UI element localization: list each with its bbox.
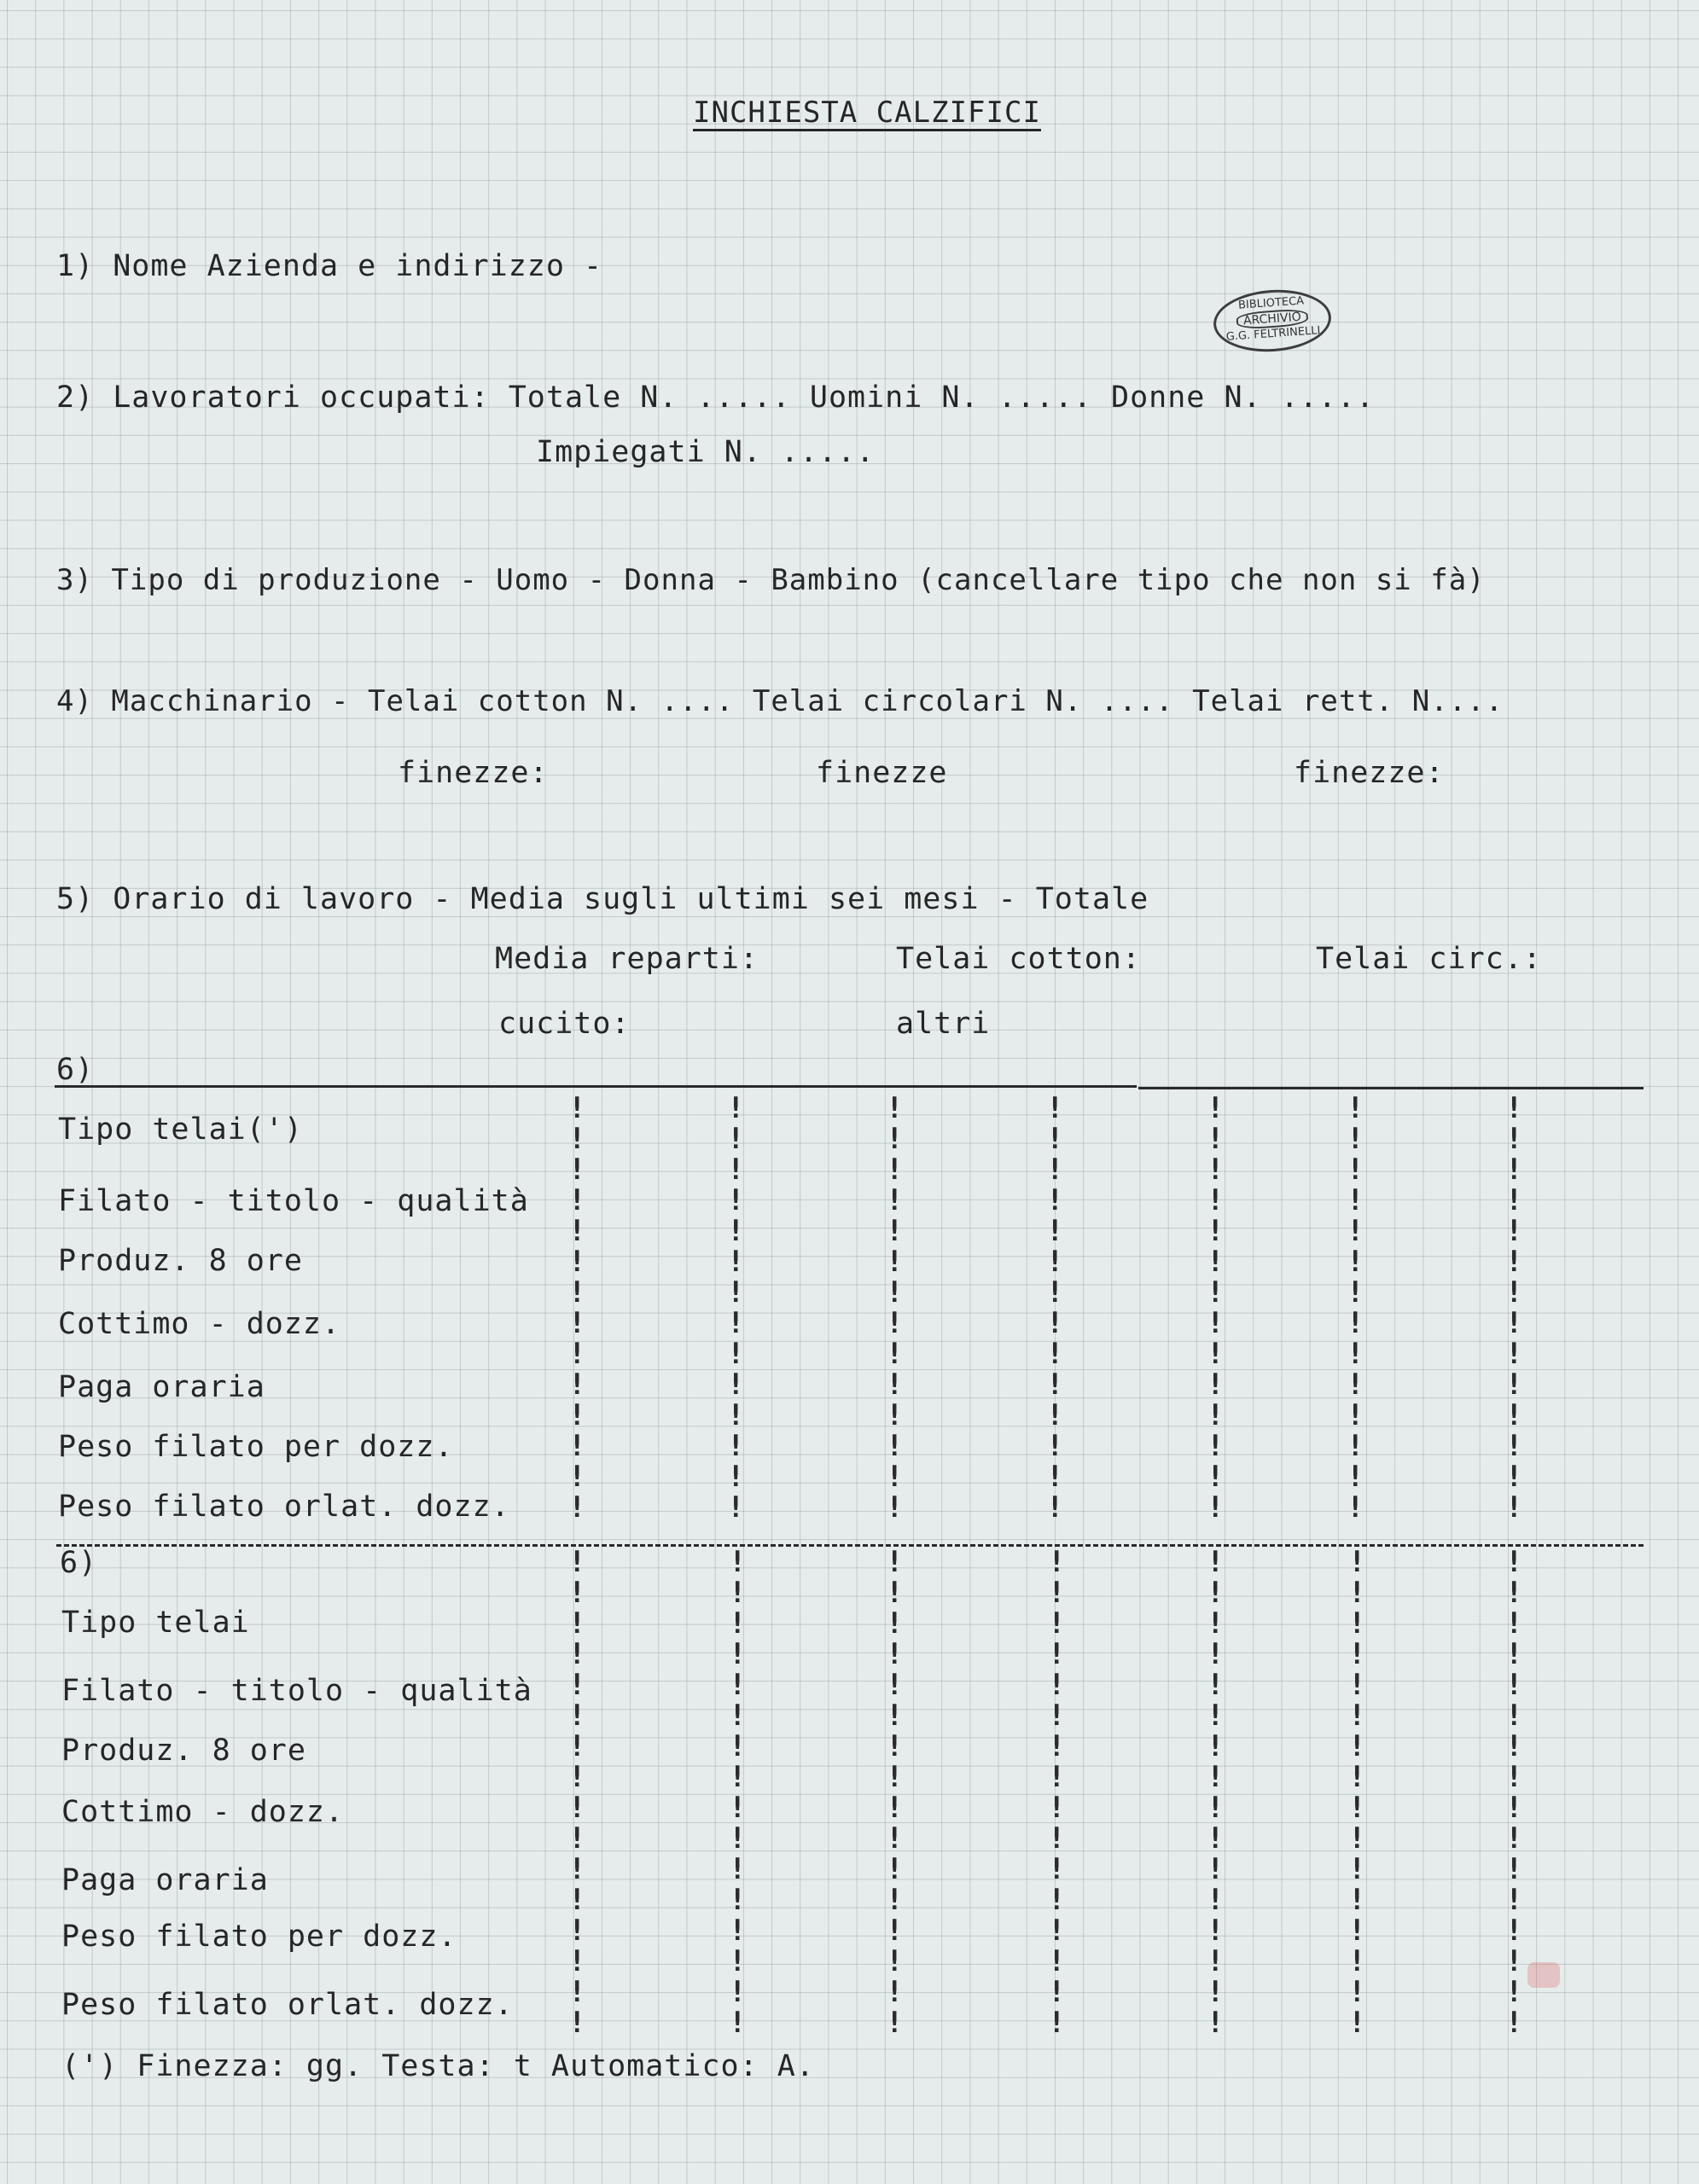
section-2-row-label: Tipo telai bbox=[61, 1606, 250, 1640]
section-1-row-label: Filato - titolo - qualità bbox=[58, 1184, 529, 1218]
column-separator-mark: ! bbox=[729, 1637, 747, 1671]
column-separator-mark: ! bbox=[1505, 1398, 1523, 1432]
column-separator-mark: ! bbox=[886, 1729, 904, 1763]
column-separator-mark: ! bbox=[1207, 1668, 1225, 1702]
section-2-row-label: Produz. 8 ore bbox=[61, 1734, 306, 1768]
column-separator-mark: ! bbox=[1505, 1668, 1523, 1702]
column-separator-mark: ! bbox=[1046, 1429, 1064, 1463]
column-separator-mark: ! bbox=[886, 1214, 904, 1248]
column-separator-mark: ! bbox=[1207, 2006, 1225, 2040]
column-separator-mark: ! bbox=[727, 1153, 745, 1187]
column-separator-mark: ! bbox=[1347, 1214, 1364, 1248]
column-separator-mark: ! bbox=[1505, 1306, 1523, 1340]
column-separator-mark: ! bbox=[568, 1490, 586, 1525]
column-separator-mark: ! bbox=[1207, 1699, 1225, 1733]
column-separator-mark: ! bbox=[1505, 1214, 1523, 1248]
column-separator-mark: ! bbox=[727, 1460, 745, 1494]
column-separator-mark: ! bbox=[886, 1460, 904, 1494]
column-separator-mark: ! bbox=[1207, 1337, 1225, 1371]
column-separator-mark: ! bbox=[729, 1606, 747, 1641]
question-1: 1) Nome Azienda e indirizzo - bbox=[56, 249, 603, 283]
column-separator-mark: ! bbox=[886, 1337, 904, 1371]
column-separator-mark: ! bbox=[727, 1122, 745, 1156]
column-separator-mark: ! bbox=[1048, 1821, 1066, 1856]
question-2-line-2: Impiegati N. ..... bbox=[536, 435, 876, 469]
column-separator-mark: ! bbox=[1207, 1183, 1225, 1217]
column-separator-mark: ! bbox=[1347, 1245, 1364, 1279]
question-4-finezze-3: finezze: bbox=[1294, 756, 1445, 790]
column-separator-mark: ! bbox=[1046, 1306, 1064, 1340]
column-separator-mark: ! bbox=[1046, 1275, 1064, 1310]
column-separator-mark: ! bbox=[568, 1214, 586, 1248]
column-separator-mark: ! bbox=[886, 1944, 904, 1978]
column-separator-mark: ! bbox=[886, 1852, 904, 1886]
column-separator-mark: ! bbox=[1207, 1368, 1225, 1402]
column-separator-mark: ! bbox=[886, 1306, 904, 1340]
column-separator-mark: ! bbox=[1207, 1214, 1225, 1248]
column-separator-mark: ! bbox=[1348, 1545, 1366, 1579]
column-separator-mark: ! bbox=[568, 1852, 586, 1886]
column-separator-mark: ! bbox=[1046, 1214, 1064, 1248]
column-separator-mark: ! bbox=[1505, 1460, 1523, 1494]
column-separator-mark: ! bbox=[729, 1545, 747, 1579]
section-2-row-label: Filato - titolo - qualità bbox=[61, 1674, 532, 1708]
column-separator-mark: ! bbox=[1048, 1668, 1066, 1702]
column-separator-mark: ! bbox=[1046, 1091, 1064, 1125]
column-separator-mark: ! bbox=[1348, 1576, 1366, 1610]
column-separator-mark: ! bbox=[1505, 1545, 1523, 1579]
column-separator-mark: ! bbox=[1348, 1760, 1366, 1794]
column-separator-mark: ! bbox=[1505, 1729, 1523, 1763]
column-separator-mark: ! bbox=[1505, 1944, 1523, 1978]
column-separator-mark: ! bbox=[568, 1821, 586, 1856]
column-separator-mark: ! bbox=[886, 1153, 904, 1187]
question-5-telai-circ: Telai circ.: bbox=[1316, 942, 1542, 976]
column-separator-mark: ! bbox=[727, 1368, 745, 1402]
column-separator-mark: ! bbox=[729, 1821, 747, 1856]
column-separator-mark: ! bbox=[1046, 1490, 1064, 1525]
section-1-row-label: Tipo telai(') bbox=[58, 1112, 303, 1147]
stamp-middle-text: ARCHIVIO bbox=[1236, 308, 1308, 330]
column-separator-mark: ! bbox=[1207, 1398, 1225, 1432]
column-separator-mark: ! bbox=[886, 1975, 904, 2009]
question-4-finezze-1: finezze: bbox=[398, 756, 549, 790]
stamp-bottom-text: G.G. FELTRINELLI bbox=[1225, 324, 1321, 344]
column-separator-mark: ! bbox=[886, 1245, 904, 1279]
column-separator-mark: ! bbox=[1505, 1791, 1523, 1825]
footnote: (') Finezza: gg. Testa: t Automatico: A. bbox=[61, 2049, 815, 2083]
section-1-number: 6) bbox=[56, 1053, 95, 1087]
column-separator-mark: ! bbox=[568, 1729, 586, 1763]
column-separator-mark: ! bbox=[1347, 1398, 1364, 1432]
column-separator-mark: ! bbox=[1207, 1091, 1225, 1125]
column-separator-mark: ! bbox=[1348, 1944, 1366, 1978]
question-5-media-reparti: Media reparti: bbox=[495, 942, 759, 976]
question-5-telai-cotton: Telai cotton: bbox=[896, 942, 1141, 976]
column-separator-mark: ! bbox=[886, 1637, 904, 1671]
question-3: 3) Tipo di produzione - Uomo - Donna - Bambino (cancellare tipo che non si fà) bbox=[56, 563, 1486, 597]
question-5-cucito: cucito: bbox=[498, 1007, 631, 1041]
section-divider-dashed bbox=[56, 1544, 1644, 1547]
column-separator-mark: ! bbox=[886, 1668, 904, 1702]
column-separator-mark: ! bbox=[1505, 1699, 1523, 1733]
section-2-row-label: Paga oraria bbox=[61, 1863, 269, 1897]
column-separator-mark: ! bbox=[1207, 1275, 1225, 1310]
column-separator-mark: ! bbox=[727, 1214, 745, 1248]
column-separator-mark: ! bbox=[568, 1760, 586, 1794]
column-separator-mark: ! bbox=[1048, 1975, 1066, 2009]
section-1-top-rule bbox=[55, 1085, 1137, 1088]
column-separator-mark: ! bbox=[1347, 1429, 1364, 1463]
section-2-row-label: Cottimo - dozz. bbox=[61, 1795, 345, 1829]
column-separator-mark: ! bbox=[886, 1368, 904, 1402]
column-separator-mark: ! bbox=[1347, 1368, 1364, 1402]
column-separator-mark: ! bbox=[1048, 1545, 1066, 1579]
column-separator-mark: ! bbox=[729, 2006, 747, 2040]
column-separator-mark: ! bbox=[1505, 1337, 1523, 1371]
column-separator-mark: ! bbox=[1207, 1545, 1225, 1579]
column-separator-mark: ! bbox=[886, 1883, 904, 1917]
column-separator-mark: ! bbox=[1505, 1760, 1523, 1794]
column-separator-mark: ! bbox=[727, 1490, 745, 1525]
column-separator-mark: ! bbox=[886, 1914, 904, 1948]
column-separator-mark: ! bbox=[1505, 1914, 1523, 1948]
column-separator-mark: ! bbox=[727, 1275, 745, 1310]
column-separator-mark: ! bbox=[1207, 1944, 1225, 1978]
column-separator-mark: ! bbox=[886, 1122, 904, 1156]
column-separator-mark: ! bbox=[1207, 1122, 1225, 1156]
column-separator-mark: ! bbox=[568, 1791, 586, 1825]
column-separator-mark: ! bbox=[568, 1245, 586, 1279]
column-separator-mark: ! bbox=[1207, 1821, 1225, 1856]
question-5-altri: altri bbox=[896, 1007, 991, 1041]
section-1-row-label: Cottimo - dozz. bbox=[58, 1307, 341, 1341]
column-separator-mark: ! bbox=[1207, 1245, 1225, 1279]
column-separator-mark: ! bbox=[1347, 1490, 1364, 1525]
column-separator-mark: ! bbox=[729, 1975, 747, 2009]
column-separator-mark: ! bbox=[886, 1791, 904, 1825]
column-separator-mark: ! bbox=[568, 1306, 586, 1340]
column-separator-mark: ! bbox=[727, 1398, 745, 1432]
library-stamp bbox=[1212, 286, 1334, 355]
column-separator-mark: ! bbox=[1505, 1275, 1523, 1310]
column-separator-mark: ! bbox=[1207, 1791, 1225, 1825]
column-separator-mark: ! bbox=[1046, 1153, 1064, 1187]
section-1-row-label: Produz. 8 ore bbox=[58, 1244, 303, 1278]
column-separator-mark: ! bbox=[568, 1637, 586, 1671]
column-separator-mark: ! bbox=[1207, 1490, 1225, 1525]
column-separator-mark: ! bbox=[1348, 1606, 1366, 1641]
section-1-row-label: Peso filato orlat. dozz. bbox=[58, 1490, 510, 1524]
column-separator-mark: ! bbox=[729, 1668, 747, 1702]
column-separator-mark: ! bbox=[1348, 1852, 1366, 1886]
column-separator-mark: ! bbox=[886, 2006, 904, 2040]
section-1-row-label: Paga oraria bbox=[58, 1370, 265, 1404]
column-separator-mark: ! bbox=[1347, 1306, 1364, 1340]
column-separator-mark: ! bbox=[886, 1398, 904, 1432]
column-separator-mark: ! bbox=[1347, 1153, 1364, 1187]
column-separator-mark: ! bbox=[727, 1091, 745, 1125]
column-separator-mark: ! bbox=[1505, 1153, 1523, 1187]
column-separator-mark: ! bbox=[1348, 1699, 1366, 1733]
column-separator-mark: ! bbox=[886, 1091, 904, 1125]
column-separator-mark: ! bbox=[1048, 1883, 1066, 1917]
column-separator-mark: ! bbox=[1207, 1153, 1225, 1187]
column-separator-mark: ! bbox=[1505, 1852, 1523, 1886]
column-separator-mark: ! bbox=[1046, 1183, 1064, 1217]
column-separator-mark: ! bbox=[1048, 1760, 1066, 1794]
column-separator-mark: ! bbox=[886, 1429, 904, 1463]
section-2-row-label: Peso filato per dozz. bbox=[61, 1920, 457, 1954]
column-separator-mark: ! bbox=[1505, 1091, 1523, 1125]
column-separator-mark: ! bbox=[727, 1306, 745, 1340]
column-separator-mark: ! bbox=[568, 1275, 586, 1310]
column-separator-mark: ! bbox=[1505, 1490, 1523, 1525]
column-separator-mark: ! bbox=[727, 1245, 745, 1279]
column-separator-mark: ! bbox=[568, 1576, 586, 1610]
column-separator-mark: ! bbox=[729, 1852, 747, 1886]
column-separator-mark: ! bbox=[1348, 1883, 1366, 1917]
column-separator-mark: ! bbox=[1048, 2006, 1066, 2040]
column-separator-mark: ! bbox=[1207, 1460, 1225, 1494]
column-separator-mark: ! bbox=[1046, 1337, 1064, 1371]
column-separator-mark: ! bbox=[1207, 1760, 1225, 1794]
column-separator-mark: ! bbox=[568, 1398, 586, 1432]
column-separator-mark: ! bbox=[1207, 1914, 1225, 1948]
column-separator-mark: ! bbox=[1348, 1668, 1366, 1702]
column-separator-mark: ! bbox=[1348, 1637, 1366, 1671]
column-separator-mark: ! bbox=[1207, 1606, 1225, 1641]
column-separator-mark: ! bbox=[1046, 1122, 1064, 1156]
column-separator-mark: ! bbox=[1046, 1245, 1064, 1279]
column-separator-mark: ! bbox=[1348, 1791, 1366, 1825]
column-separator-mark: ! bbox=[1207, 1429, 1225, 1463]
column-separator-mark: ! bbox=[1505, 1883, 1523, 1917]
column-separator-mark: ! bbox=[568, 1460, 586, 1494]
section-2-row-label: Peso filato orlat. dozz. bbox=[61, 1988, 514, 2022]
section-1-top-rule-right bbox=[1138, 1087, 1644, 1089]
column-separator-mark: ! bbox=[1048, 1637, 1066, 1671]
question-5-line-1: 5) Orario di lavoro - Media sugli ultimi sei mesi - Totale bbox=[56, 882, 1149, 916]
column-separator-mark: ! bbox=[886, 1545, 904, 1579]
column-separator-mark: ! bbox=[568, 1368, 586, 1402]
column-separator-mark: ! bbox=[1347, 1275, 1364, 1310]
column-separator-mark: ! bbox=[727, 1183, 745, 1217]
column-separator-mark: ! bbox=[568, 1699, 586, 1733]
column-separator-mark: ! bbox=[1348, 1914, 1366, 1948]
column-separator-mark: ! bbox=[568, 1183, 586, 1217]
column-separator-mark: ! bbox=[1048, 1852, 1066, 1886]
column-separator-mark: ! bbox=[729, 1883, 747, 1917]
column-separator-mark: ! bbox=[886, 1821, 904, 1856]
column-separator-mark: ! bbox=[1048, 1606, 1066, 1641]
column-separator-mark: ! bbox=[886, 1760, 904, 1794]
column-separator-mark: ! bbox=[727, 1337, 745, 1371]
column-separator-mark: ! bbox=[1046, 1460, 1064, 1494]
column-separator-mark: ! bbox=[727, 1429, 745, 1463]
column-separator-mark: ! bbox=[729, 1576, 747, 1610]
column-separator-mark: ! bbox=[1505, 1637, 1523, 1671]
column-separator-mark: ! bbox=[1048, 1729, 1066, 1763]
column-separator-mark: ! bbox=[1207, 1883, 1225, 1917]
column-separator-mark: ! bbox=[1505, 1245, 1523, 1279]
column-separator-mark: ! bbox=[1347, 1183, 1364, 1217]
column-separator-mark: ! bbox=[1505, 1975, 1523, 2009]
red-ink-mark bbox=[1527, 1962, 1560, 1988]
column-separator-mark: ! bbox=[886, 1490, 904, 1525]
column-separator-mark: ! bbox=[1207, 1637, 1225, 1671]
column-separator-mark: ! bbox=[568, 1975, 586, 2009]
column-separator-mark: ! bbox=[1505, 1606, 1523, 1641]
column-separator-mark: ! bbox=[1347, 1122, 1364, 1156]
column-separator-mark: ! bbox=[1207, 1975, 1225, 2009]
column-separator-mark: ! bbox=[1347, 1337, 1364, 1371]
column-separator-mark: ! bbox=[1207, 1852, 1225, 1886]
column-separator-mark: ! bbox=[568, 1606, 586, 1641]
column-separator-mark: ! bbox=[1048, 1699, 1066, 1733]
column-separator-mark: ! bbox=[1505, 1122, 1523, 1156]
question-4-line-1: 4) Macchinario - Telai cotton N. .... Telai circolari N. .... Telai rett. N.... bbox=[56, 684, 1504, 718]
column-separator-mark: ! bbox=[568, 1883, 586, 1917]
stamp-top-text: BIBLIOTECA bbox=[1237, 294, 1305, 312]
column-separator-mark: ! bbox=[886, 1275, 904, 1310]
column-separator-mark: ! bbox=[886, 1576, 904, 1610]
column-separator-mark: ! bbox=[568, 1091, 586, 1125]
column-separator-mark: ! bbox=[568, 1429, 586, 1463]
column-separator-mark: ! bbox=[568, 1668, 586, 1702]
column-separator-mark: ! bbox=[568, 1914, 586, 1948]
column-separator-mark: ! bbox=[1505, 1576, 1523, 1610]
column-separator-mark: ! bbox=[729, 1729, 747, 1763]
column-separator-mark: ! bbox=[729, 1699, 747, 1733]
column-separator-mark: ! bbox=[1348, 2006, 1366, 2040]
column-separator-mark: ! bbox=[1505, 1429, 1523, 1463]
column-separator-mark: ! bbox=[886, 1606, 904, 1641]
column-separator-mark: ! bbox=[1046, 1368, 1064, 1402]
column-separator-mark: ! bbox=[1505, 2006, 1523, 2040]
column-separator-mark: ! bbox=[1048, 1944, 1066, 1978]
column-separator-mark: ! bbox=[568, 1337, 586, 1371]
column-separator-mark: ! bbox=[886, 1183, 904, 1217]
column-separator-mark: ! bbox=[568, 1944, 586, 1978]
section-2-number: 6) bbox=[60, 1546, 98, 1580]
column-separator-mark: ! bbox=[568, 1153, 586, 1187]
column-separator-mark: ! bbox=[1048, 1791, 1066, 1825]
column-separator-mark: ! bbox=[1048, 1914, 1066, 1948]
column-separator-mark: ! bbox=[1207, 1729, 1225, 1763]
column-separator-mark: ! bbox=[1348, 1729, 1366, 1763]
column-separator-mark: ! bbox=[1207, 1576, 1225, 1610]
question-4-finezze-2: finezze bbox=[816, 756, 948, 790]
column-separator-mark: ! bbox=[568, 1122, 586, 1156]
column-separator-mark: ! bbox=[1347, 1460, 1364, 1494]
column-separator-mark: ! bbox=[568, 1545, 586, 1579]
question-2-line-1: 2) Lavoratori occupati: Totale N. ..... Uomini N. ..... Donne N. ..... bbox=[56, 380, 1376, 415]
column-separator-mark: ! bbox=[886, 1699, 904, 1733]
document-title: INCHIESTA CALZIFICI bbox=[693, 96, 1041, 130]
column-separator-mark: ! bbox=[729, 1791, 747, 1825]
column-separator-mark: ! bbox=[1046, 1398, 1064, 1432]
column-separator-mark: ! bbox=[729, 1944, 747, 1978]
column-separator-mark: ! bbox=[1505, 1368, 1523, 1402]
column-separator-mark: ! bbox=[1048, 1576, 1066, 1610]
column-separator-mark: ! bbox=[568, 2006, 586, 2040]
column-separator-mark: ! bbox=[729, 1914, 747, 1948]
column-separator-mark: ! bbox=[1207, 1306, 1225, 1340]
column-separator-mark: ! bbox=[1347, 1091, 1364, 1125]
column-separator-mark: ! bbox=[1348, 1821, 1366, 1856]
section-1-row-label: Peso filato per dozz. bbox=[58, 1430, 454, 1464]
column-separator-mark: ! bbox=[1505, 1821, 1523, 1856]
column-separator-mark: ! bbox=[1505, 1183, 1523, 1217]
column-separator-mark: ! bbox=[1348, 1975, 1366, 2009]
column-separator-mark: ! bbox=[729, 1760, 747, 1794]
